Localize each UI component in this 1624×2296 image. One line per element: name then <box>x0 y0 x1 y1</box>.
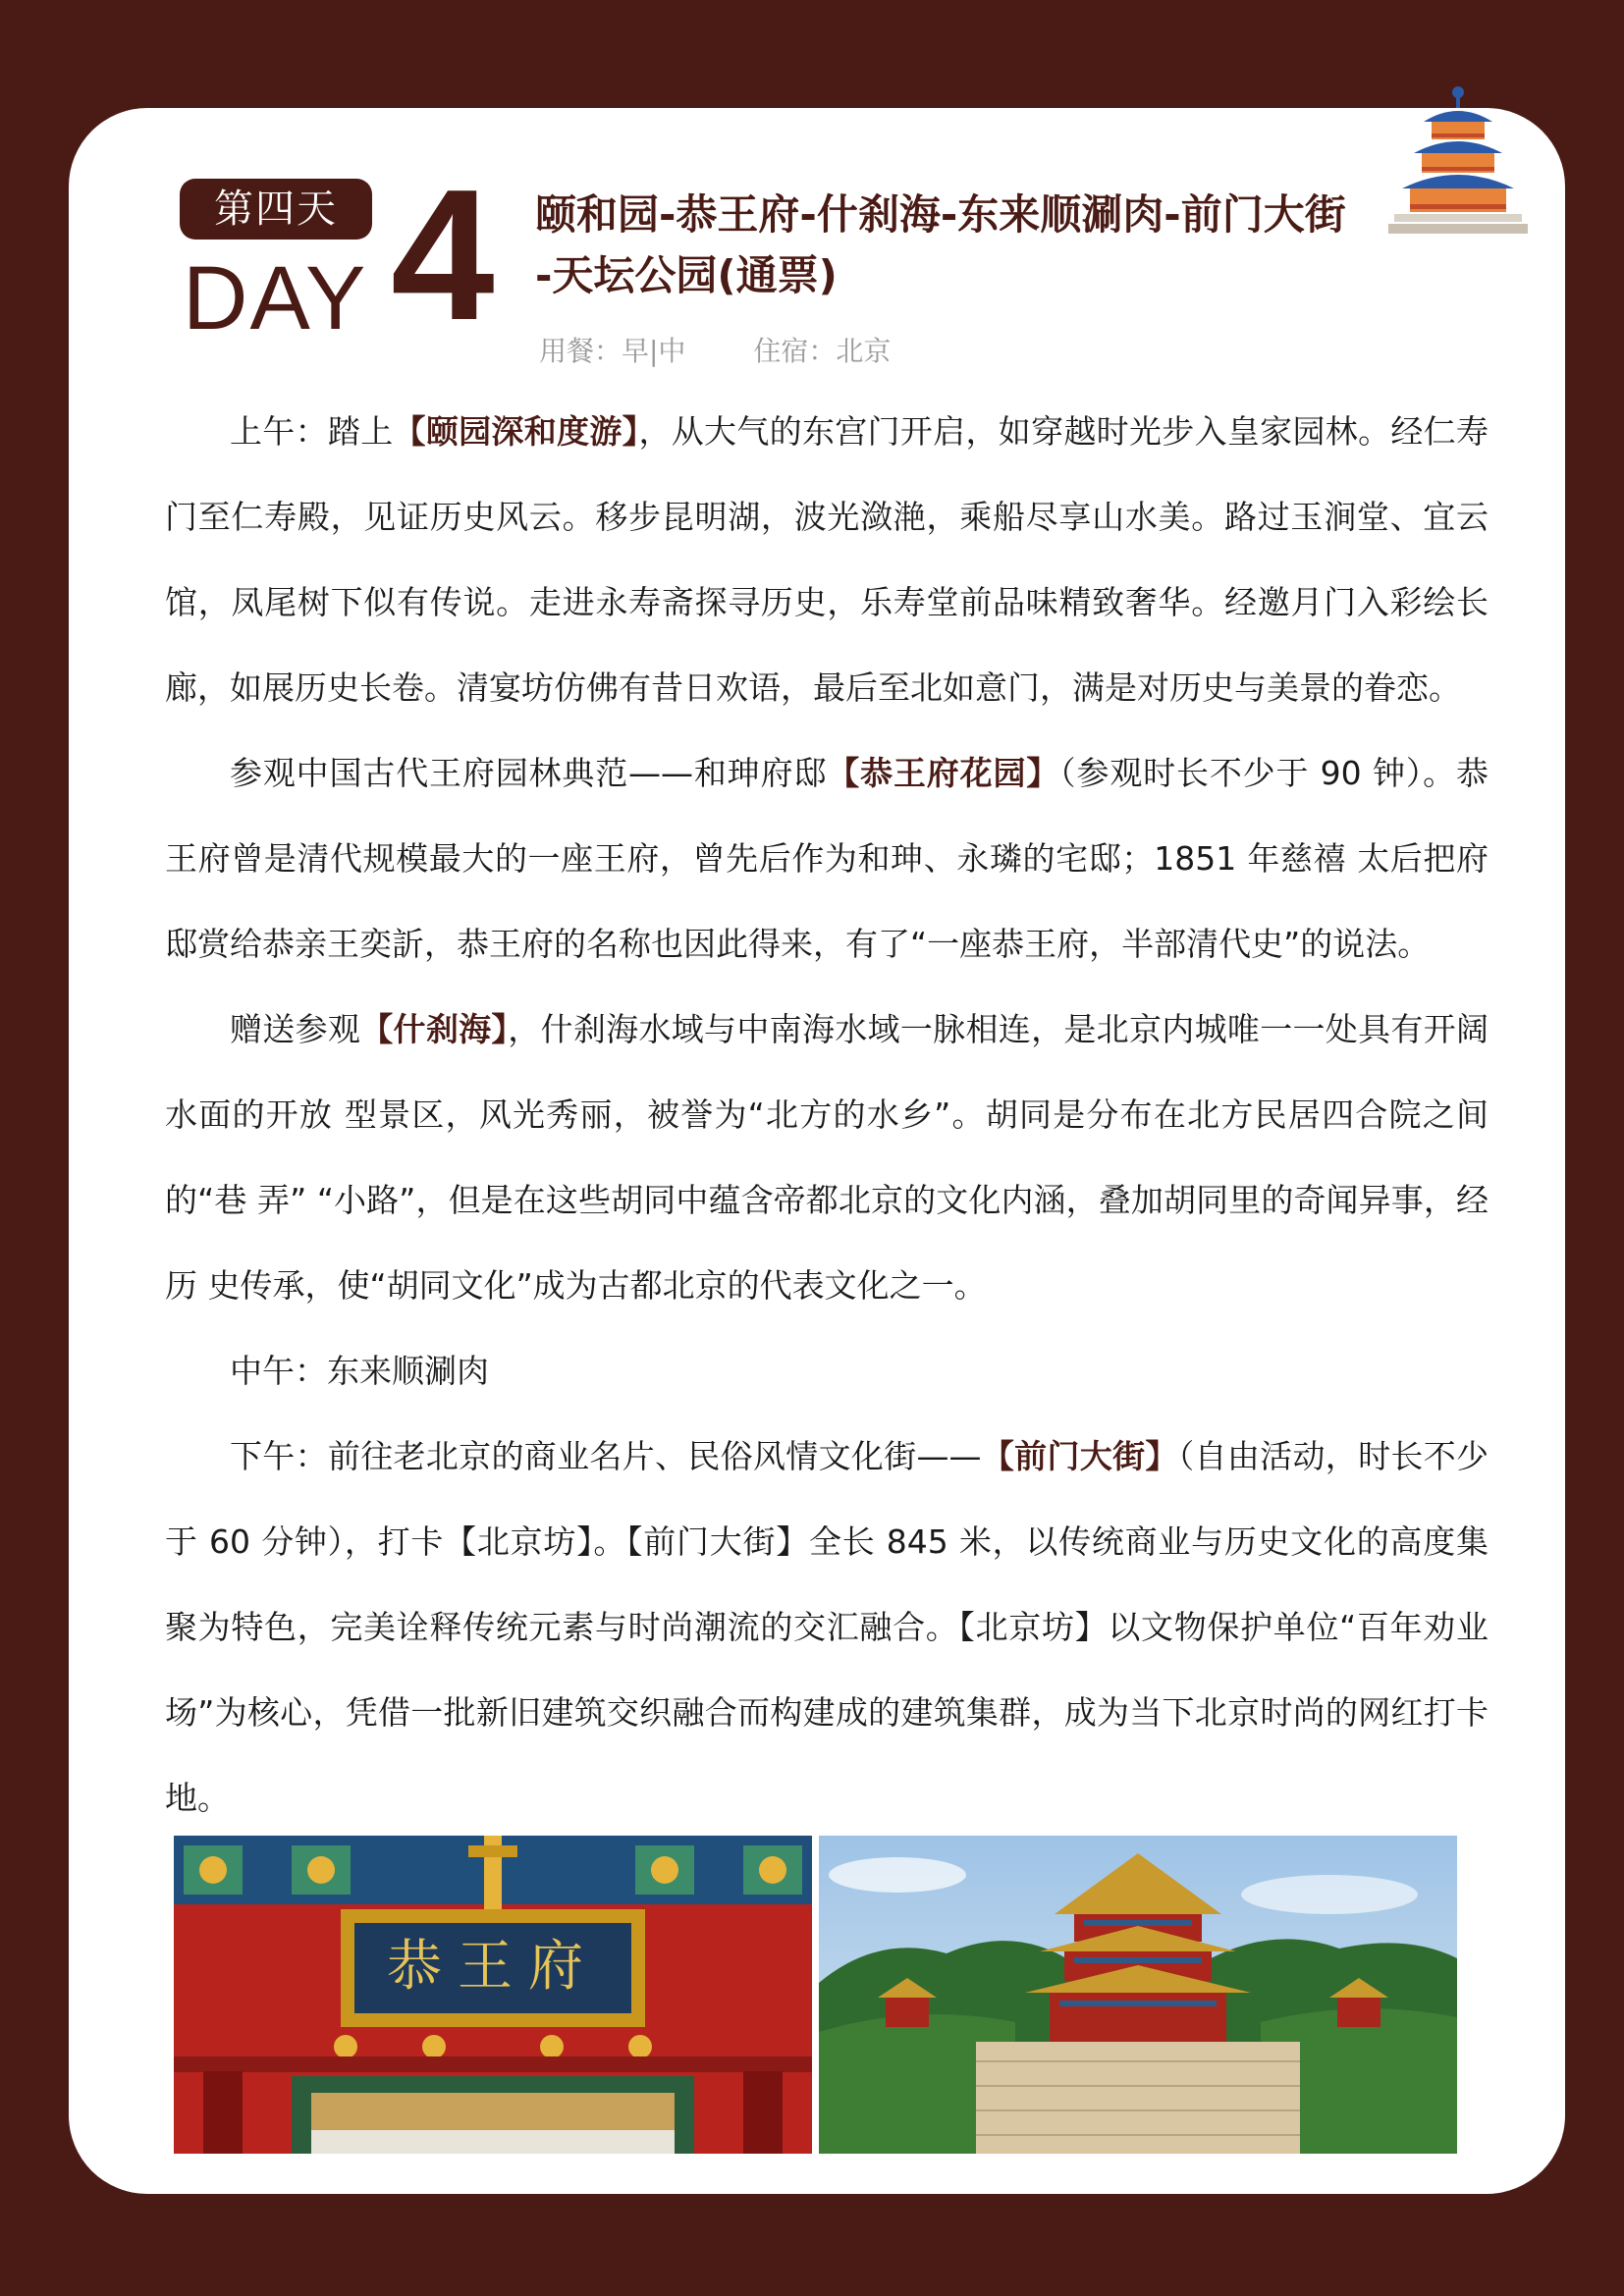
prince-gong-mansion-photo <box>174 1836 812 2154</box>
title-line-1: 颐和园-恭王府-什刹海-东来顺涮肉-前门大街 <box>535 190 1346 239</box>
itinerary-body <box>165 389 1489 1841</box>
highlight-qianmen-street: 【前门大街】 <box>981 1437 1178 1475</box>
paragraph-text: 下午：前往老北京的商业名片、民俗风情文化街—— <box>230 1437 982 1475</box>
paragraph-text: ，从大气的东宫门开启，如穿越时光步入皇家园林。经仁寿门至仁寿殿，见证历史风云。移步昆明湖，波光潋滟，乘船尽享山水美。路过玉涧堂、宜云馆，凤尾树下似有传说。走进永寿斋探寻历史，乐寿堂前品味精致奢华。经邀月门入彩绘长廊，如展历史长卷。清宴坊仿佛有昔日欢语，最后至北如意门，满是对历史与美景的眷恋。 <box>165 412 1489 707</box>
itinerary-title <box>535 185 1419 306</box>
lodging-info: 住宿：北京 <box>753 335 892 367</box>
day-word: DAY <box>183 248 368 348</box>
day-number: 4 <box>391 151 495 359</box>
highlight-summer-palace: 【颐园深和度游】 <box>393 412 639 451</box>
day-badge: 第四天 <box>180 179 372 240</box>
plaque-text: 恭王府 <box>387 1935 599 1999</box>
paragraph-lunch: 中午：东来顺涮肉 <box>230 1352 489 1390</box>
paragraph-text: （参观时长不少于 90 钟）。恭王府曾是清代规模最大的一座王府，曾先后作为和珅、永璘的宅邸；1851 年慈禧 太后把府邸赏给恭亲王奕訢，恭王府的名称也因此得来，有了“一座恭王府，半部清代史”的说法。 <box>165 754 1489 963</box>
paragraph-text: ，什刹海水域与中南海水域一脉相连，是北京内城唯一一处具有开阔水面的开放 型景区，风光秀丽，被誉为“北方的水乡”。胡同是分布在北方民居四合院之间的“巷 弄” “小路”，但是在这些胡同中蕴含帝都北京的文化内涵，叠加胡同里的奇闻异事，经历 史传承，使“胡同文化”成为古都北京的代表文化之一。 <box>165 1010 1489 1305</box>
title-line-2: -天坛公园(通票) <box>535 251 838 299</box>
paragraph-afternoon <box>165 1414 1489 1841</box>
summer-palace-photo <box>819 1836 1457 2154</box>
paragraph-text: 赠送参观 <box>230 1010 361 1048</box>
meal-lodging-info <box>539 330 891 369</box>
highlight-prince-gong-garden: 【恭王府花园】 <box>827 754 1060 792</box>
paragraph-shichahai <box>165 987 1489 1328</box>
paragraph-text: （自由活动，时长不少于 60 分钟），打卡【北京坊】。【前门大街】全长 845 米，以传统商业与历史文化的高度集聚为特色，完美诠释传统元素与时尚潮流的交汇融合。【北京坊】以文物保护单位“百年劝业场”为核心，凭借一批新旧建筑交织融合而构建成的建筑集群，成为当下北京时尚的网红打卡地。 <box>165 1437 1489 1817</box>
paragraph-text: 参观中国古代王府园林典范——和珅府邸 <box>230 754 828 792</box>
paragraph-text: 上午：踏上 <box>230 412 394 451</box>
paragraph-prince-gong <box>165 730 1489 987</box>
highlight-shichahai: 【什刹海】 <box>360 1010 509 1048</box>
paragraph-morning <box>165 389 1489 730</box>
meals-info: 用餐：早|中 <box>539 335 686 367</box>
temple-of-heaven-icon <box>1384 82 1532 240</box>
